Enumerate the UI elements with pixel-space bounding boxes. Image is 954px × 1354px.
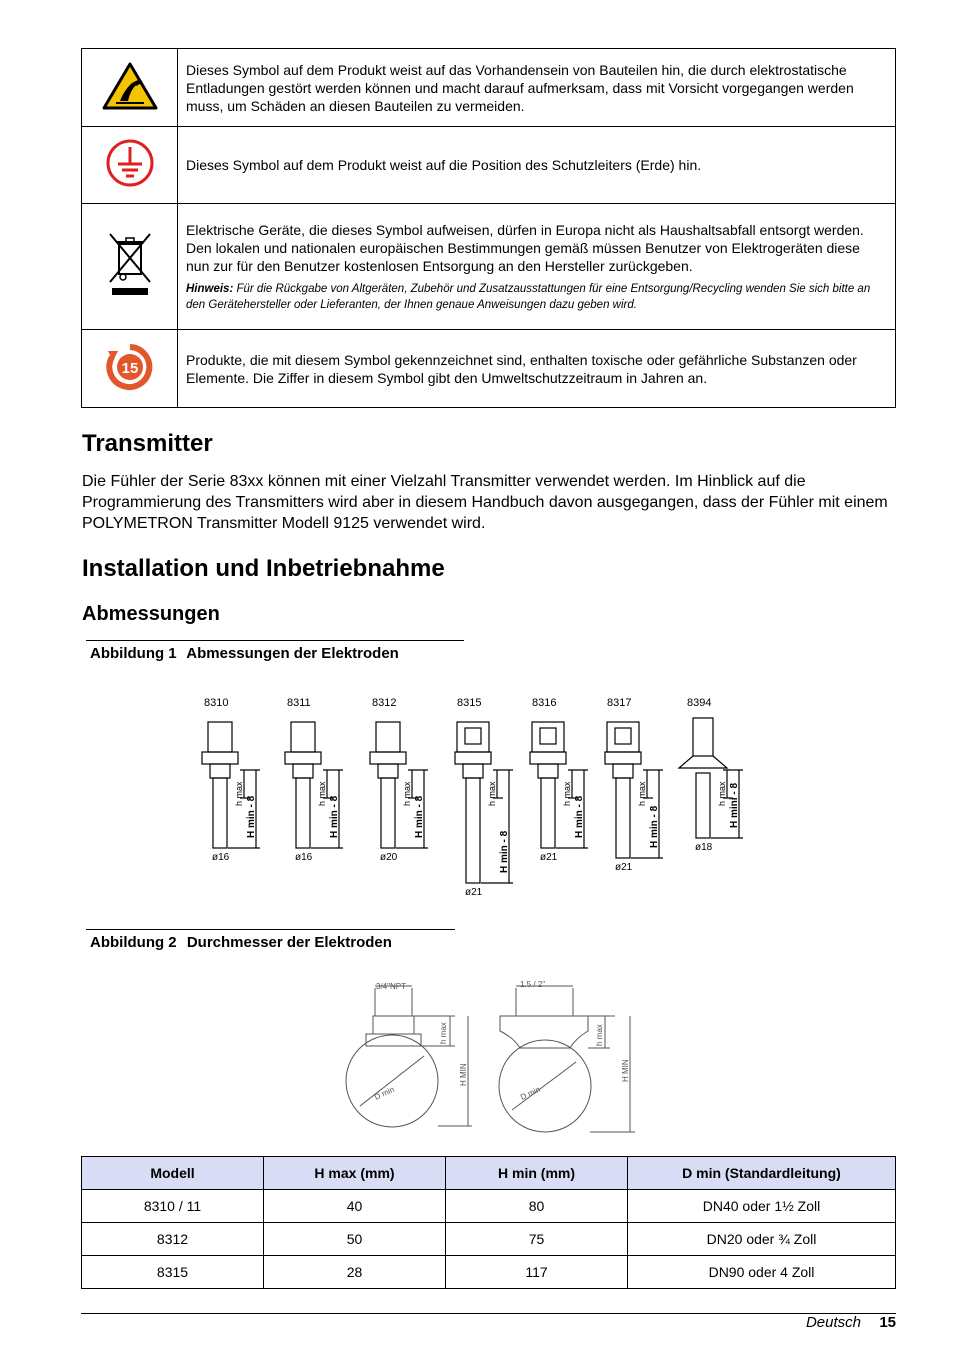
electrode-model-label: 8316	[532, 697, 557, 709]
protective-earth-icon	[82, 127, 178, 204]
table-cell: 117	[446, 1256, 628, 1289]
hmax-label-right: h max	[595, 1024, 604, 1046]
transmitter-paragraph: Die Fühler der Serie 83xx können mit einer Vielzahl Transmitter verwendet werden. Im Hinblick auf die Programmierung des Transmitters wird aber in diesem Handbuch davon ausgegangen, dass der Fühler mit einem POLYMETRON Transmitter Modell 9125 verwendet wird.	[82, 473, 888, 532]
note	[186, 281, 887, 313]
thread-label-right: 1.5 / 2"	[520, 980, 546, 989]
electrode-model-label: 8312	[372, 697, 397, 709]
note-label: Hinweis:	[186, 282, 234, 295]
hmax-label: h max	[637, 781, 647, 806]
table-cell: DN40 oder 1½ Zoll	[628, 1190, 896, 1223]
table-cell: 80	[446, 1190, 628, 1223]
page-footer	[81, 1313, 896, 1331]
table-header-row	[82, 1157, 896, 1190]
symbol-row	[82, 330, 896, 408]
symbol-row	[82, 127, 896, 204]
column-header: H min (mm)	[446, 1157, 628, 1190]
hmin-label: H min - 8	[329, 795, 340, 838]
page-number: 15	[879, 1314, 896, 1331]
table-cell: 28	[264, 1256, 446, 1289]
hmin-label: H min - 8	[574, 795, 585, 838]
period-label: 15	[121, 359, 138, 377]
hmax-label: h max	[562, 781, 572, 806]
column-header: H max (mm)	[264, 1157, 446, 1190]
symbol-description: Dieses Symbol auf dem Produkt weist auf das Vorhandensein von Bauteilen hin, die durch elektrostatische Entladungen gestört werden können und macht darauf aufmerksam, dass mit Vorsicht vorgegangen werden muss, um Schäden an diesen Bauteilen zu vermeiden.	[178, 49, 896, 127]
diameter-label: ø21	[540, 852, 558, 863]
table-cell: 8310 / 11	[82, 1190, 264, 1223]
diameter-label: ø18	[695, 842, 713, 853]
symbol-row	[82, 49, 896, 127]
hmax-label: h max	[487, 781, 497, 806]
symbol-table	[81, 48, 896, 408]
weee-text: Elektrische Geräte, die dieses Symbol aufweisen, dürfen in Europa nicht als Haushaltsabfall entsorgt werden. Den lokalen und nationalen europäischen Bestimmungen gemäß müssen Benutzer von Elektrogeräten diese nun zur für den Benutzer kostenlosen Entsorgung an den Hersteller zurückgeben.	[186, 221, 864, 274]
hmax-label: h max	[717, 781, 727, 806]
dmin-label-left: D min	[373, 1084, 396, 1102]
hmin-label-right: H MIN	[621, 1059, 630, 1082]
symbol-description	[178, 204, 896, 330]
hmax-label: h max	[234, 781, 244, 806]
hmin-label-left: H MIN	[459, 1063, 468, 1086]
column-header: D min (Standardleitung)	[628, 1157, 896, 1190]
column-header: Modell	[82, 1157, 264, 1190]
table-cell: DN90 oder 4 Zoll	[628, 1256, 896, 1289]
electrode-dimensions-drawing	[198, 688, 778, 918]
subsection-heading-abmessungen: Abmessungen	[82, 603, 220, 625]
weee-crossed-bin-icon	[82, 204, 178, 330]
diameter-label: ø20	[380, 852, 398, 863]
diameter-label: ø21	[615, 862, 633, 873]
thread-label-left: 3/4"NPT	[376, 982, 406, 991]
hmin-label: H min - 8	[499, 830, 510, 873]
electrode-model-label: 8315	[457, 697, 482, 709]
symbol-description: Dieses Symbol auf dem Produkt weist auf die Position des Schutzleiters (Erde) hin.	[178, 127, 896, 204]
figure-number: Abbildung 1	[90, 645, 177, 662]
electrode-model-label: 8317	[607, 697, 632, 709]
table-cell: DN20 oder ¾ Zoll	[628, 1223, 896, 1256]
symbol-description: Produkte, die mit diesem Symbol gekennzeichnet sind, enthalten toxische oder gefährliche Substanzen oder Elemente. Die Ziffer in diesem Symbol gibt den Umweltschutzzeitraum in Jahren an.	[178, 330, 896, 408]
table-row	[82, 1223, 896, 1256]
diameter-label: ø16	[212, 852, 230, 863]
figure-title: Abmessungen der Elektroden	[186, 645, 399, 662]
table-row	[82, 1256, 896, 1289]
figure-caption	[86, 640, 464, 662]
footer-language: Deutsch	[805, 1314, 861, 1331]
electrode-model-label: 8311	[287, 697, 311, 709]
symbol-row	[82, 204, 896, 330]
figure-title: Durchmesser der Elektroden	[186, 934, 392, 951]
table-row	[82, 1190, 896, 1223]
diameter-label: ø21	[465, 887, 483, 898]
hmax-label: h max	[317, 781, 327, 806]
electrode-model-label: 8394	[687, 697, 712, 709]
dimensions-table	[81, 1156, 896, 1289]
table-cell: 40	[264, 1190, 446, 1223]
section-heading-transmitter: Transmitter	[82, 430, 213, 457]
note-text: Für die Rückgabe von Altgeräten, Zubehör und Zusatzausstattungen für eine Entsorgung/Recycling wenden Sie sich bitte an den Gerätehersteller oder Lieferanten, der Ihnen genaue Anweisungen dazu geben wird.	[186, 282, 871, 311]
figure-number: Abbildung 2	[90, 934, 177, 951]
esd-warning-icon	[82, 49, 178, 127]
table-cell: 8312	[82, 1223, 264, 1256]
hmax-label: h max	[402, 781, 412, 806]
environment-period-15-icon	[82, 330, 178, 408]
electrode-model-label: 8310	[204, 697, 229, 709]
table-cell: 75	[446, 1223, 628, 1256]
hmax-label-left: h max	[439, 1022, 448, 1044]
table-cell: 50	[264, 1223, 446, 1256]
diameter-label: ø16	[295, 852, 313, 863]
electrode-diameter-drawing	[340, 976, 640, 1138]
hmin-label: H mini - 8	[729, 782, 740, 828]
hmin-label: H min - 8	[414, 795, 425, 838]
section-heading-installation: Installation und Inbetriebnahme	[82, 555, 445, 582]
hmin-label: H min - 8	[649, 805, 660, 848]
figure-caption	[86, 929, 455, 951]
hmin-label: H min - 8	[246, 795, 257, 838]
table-cell: 8315	[82, 1256, 264, 1289]
dmin-label-right: D min	[519, 1084, 542, 1102]
